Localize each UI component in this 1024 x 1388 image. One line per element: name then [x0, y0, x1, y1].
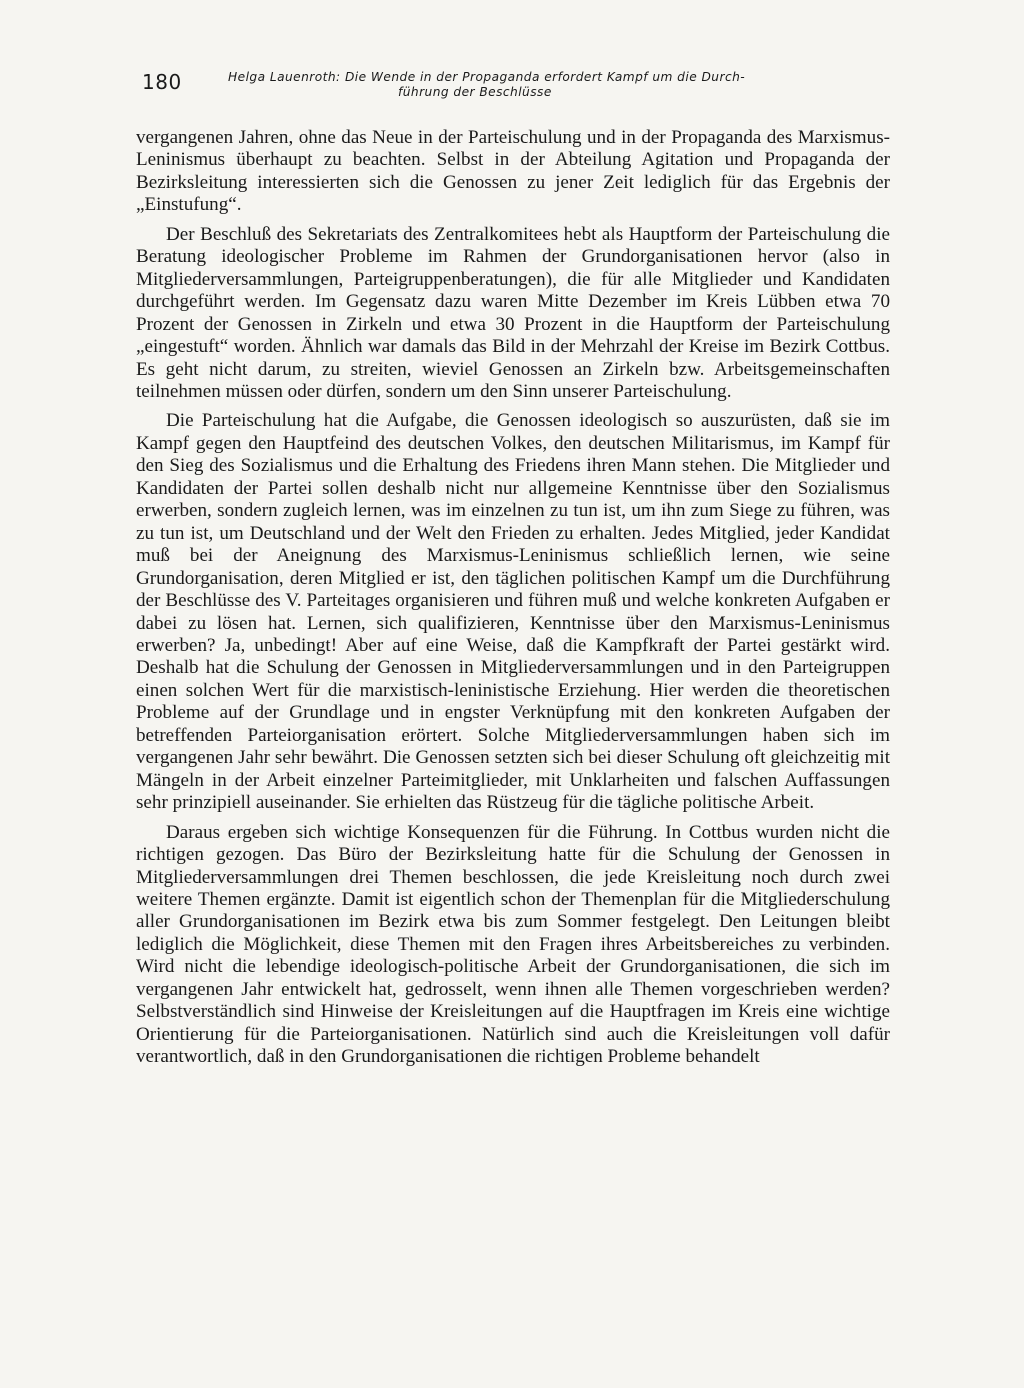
running-head — [228, 70, 892, 100]
paragraph-4: Daraus ergeben sich wichtige Konsequenzen für die Führung. In Cottbus wurden nicht die richtigen gezogen. Das Büro der Bezirksleitung hatte für die Schulung der Genossen in Mitgliederversammlungen drei Themen beschlossen, die jede Kreisleitung noch durch zwei weitere Themen ergänzte. Damit ist eigentlich schon der Themenplan für die Mitgliederschulung aller Grundorganisationen im Bezirk etwa bis zum Sommer festgelegt. Den Leitungen bleibt lediglich die Möglichkeit, diese Themen mit den Fragen ihres Arbeitsbereiches zu verbinden. Wird nicht die lebendige ideologisch-politische Arbeit der Grundorganisationen, die sich im vergangenen Jahr entwickelt hat, gedrosselt, wenn ihnen alle Themen vorgeschrieben werden? Selbstverständlich sind Hinweise der Kreisleitungen auf die Hauptfragen im Kreis eine wichtige Orientierung für die Parteiorganisationen. Natürlich sind auch die Kreisleitungen voll dafür verantwortlich, daß in den Grundorganisationen die richtigen Probleme behandelt — [136, 821, 890, 1068]
running-head-author: Helga Lauenroth: — [228, 70, 341, 84]
page-number: 180 — [142, 70, 182, 94]
running-head-title-line2: führung der Beschlüsse — [398, 85, 552, 99]
page-header — [132, 68, 894, 108]
paragraph-2: Der Beschluß des Sekretariats des Zentralkomitees hebt als Hauptform der Parteischulung die Beratung ideologischer Probleme im Rahmen der Grundorganisationen hervor (also in Mitgliederversammlungen, Parteigruppenberatungen), die für alle Mitglieder und Kandidaten durchgeführt werden. Im Gegensatz dazu waren Mitte Dezember im Kreis Lübben etwa 70 Prozent der Genossen in Zirkeln und etwa 30 Prozent in die Hauptform der Parteischulung „eingestuft“ worden. Ähnlich war damals das Bild in der Mehrzahl der Kreise im Bezirk Cottbus. Es geht nicht darum, zu streiten, wieviel Genossen an Zirkeln bzw. Arbeitsgemeinschaften teilnehmen müssen oder dürfen, sondern um den Sinn unserer Parteischulung. — [136, 223, 890, 402]
running-head-title-line1: Die Wende in der Propaganda erfordert Kampf um die Durch- — [344, 70, 746, 84]
paragraph-1: vergangenen Jahren, ohne das Neue in der Parteischulung und in der Propaganda des Marxismus-Leninismus überhaupt zu beachten. Selbst in der Abteilung Agitation und Propaganda der Bezirksleitung interessierten sich die Genossen zu jener Zeit lediglich für das Ergebnis der „Einstufung“. — [136, 127, 890, 216]
paragraph-3: Die Parteischulung hat die Aufgabe, die Genossen ideologisch so auszurüsten, daß sie im Kampf gegen den Hauptfeind des deutschen Volkes, den deutschen Militarismus, im Kampf für den Sieg des Sozialismus und die Erhaltung des Friedens ihren Mann stehen. Die Mitglieder und Kandidaten der Partei sollen deshalb nicht nur allgemeine Kenntnisse über den Sozialismus erwerben, sondern zugleich lernen, was im einzelnen zu tun ist, um ihn zum Siege zu führen, was zu tun ist, um Deutschland und der Welt den Frieden zu erhalten. Jedes Mitglied, jeder Kandidat muß bei der Aneignung des Marxismus-Leninismus schließlich lernen, wie seine Grundorganisation, deren Mitglied er ist, den täglichen politischen Kampf um die Durchführung der Beschlüsse des V. Parteitages organisieren und führen muß und welche konkreten Aufgaben er dabei zu lösen hat. Lernen, sich qualifizieren, Kenntnisse über den Marxismus-Leninismus erwerben? Ja, unbedingt! Aber auf eine Weise, daß die Kampfkraft der Partei gestärkt wird. Deshalb hat die Schulung der Genossen in Mitgliederversammlungen und in den Parteigruppen einen solchen Wert für die marxistisch-leninistische Erziehung. Hier werden die theoretischen Probleme auf der Grundlage und in engster Verknüpfung mit den konkreten Aufgaben der betreffenden Parteiorganisation erörtert. Solche Mitgliederversammlungen haben sich im vergangenen Jahr sehr bewährt. Die Genossen setzten sich bei dieser Schulung oft gleichzeitig mit Mängeln in der Arbeit einzelner Parteimitglieder, mit Unklarheiten und falschen Auffassungen sehr prinzipiell auseinander. Sie erhielten das Rüstzeug für die tägliche politische Arbeit. — [136, 410, 890, 814]
body-text — [136, 127, 890, 1076]
